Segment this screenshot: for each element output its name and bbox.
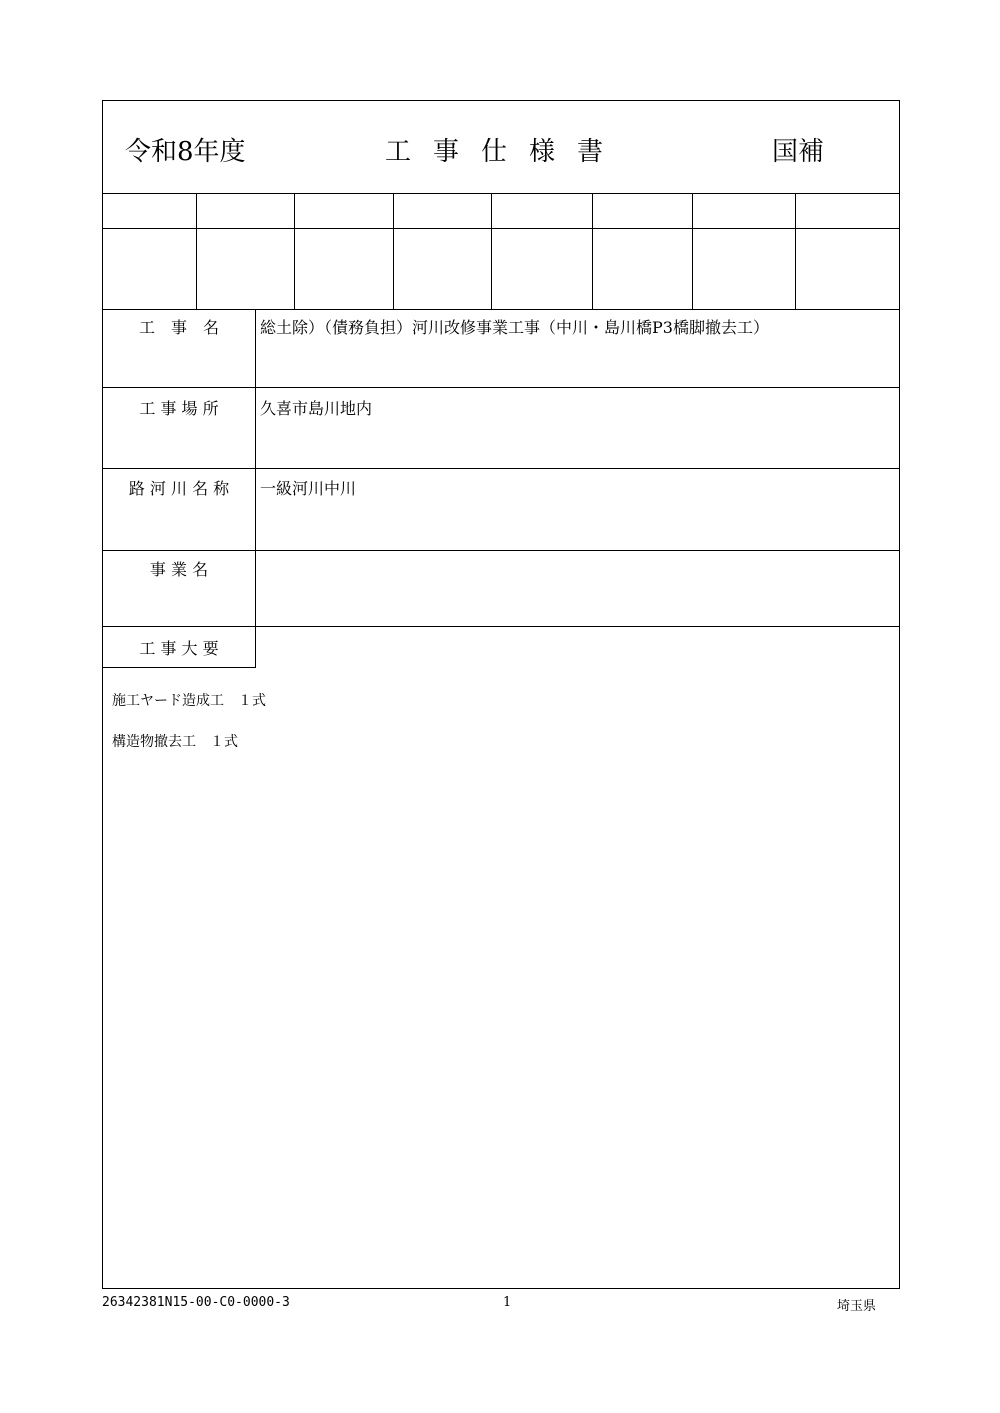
label-jigyo-mei: 事 業 名 (149, 560, 209, 579)
summary-label-bottom (102, 667, 255, 668)
stamp-col-line (692, 193, 693, 309)
fiscal-year: 令和8年度 (125, 137, 246, 167)
grid-line-header-bottom (102, 228, 900, 229)
page-number: 1 (503, 1295, 512, 1310)
grid-line-title-bottom (102, 193, 900, 194)
label-koji-basho: 工 事 場 所 (139, 399, 219, 418)
label-koji-mei: 工 事 名 (138, 318, 219, 337)
info-row-line (102, 550, 900, 551)
stamp-col-line (294, 193, 295, 309)
value-roka-meisho: 一級河川中川 (260, 479, 357, 498)
issuer-name: 埼玉県 (837, 1299, 877, 1314)
stamp-col-line (491, 193, 492, 309)
subsidy-label: 国補 (772, 137, 825, 167)
info-row-line (102, 387, 900, 388)
info-row-line (102, 626, 900, 627)
stamp-col-line (795, 193, 796, 309)
document-code: 26342381N15-00-C0-0000-3 (102, 1295, 290, 1310)
stamp-col-line (592, 193, 593, 309)
value-koji-basho: 久喜市島川地内 (260, 399, 373, 418)
label-roka-meisho: 路 河 川 名 称 (128, 479, 230, 498)
summary-item: 構造物撤去工 １式 (112, 734, 238, 750)
stamp-col-line (393, 193, 394, 309)
info-row-line (102, 468, 900, 469)
stamp-col-line (196, 193, 197, 309)
grid-line-stamp-bottom (102, 309, 900, 310)
summary-item: 施工ヤード造成工 １式 (112, 693, 266, 709)
value-koji-mei: 総土除）（債務負担）河川改修事業工事（中川・島川橋P3橋脚撤去工） (260, 318, 769, 337)
document-title: 工事仕様書 (385, 137, 626, 167)
label-koji-taiyo: 工 事 大 要 (139, 639, 219, 658)
info-label-divider (255, 309, 256, 668)
